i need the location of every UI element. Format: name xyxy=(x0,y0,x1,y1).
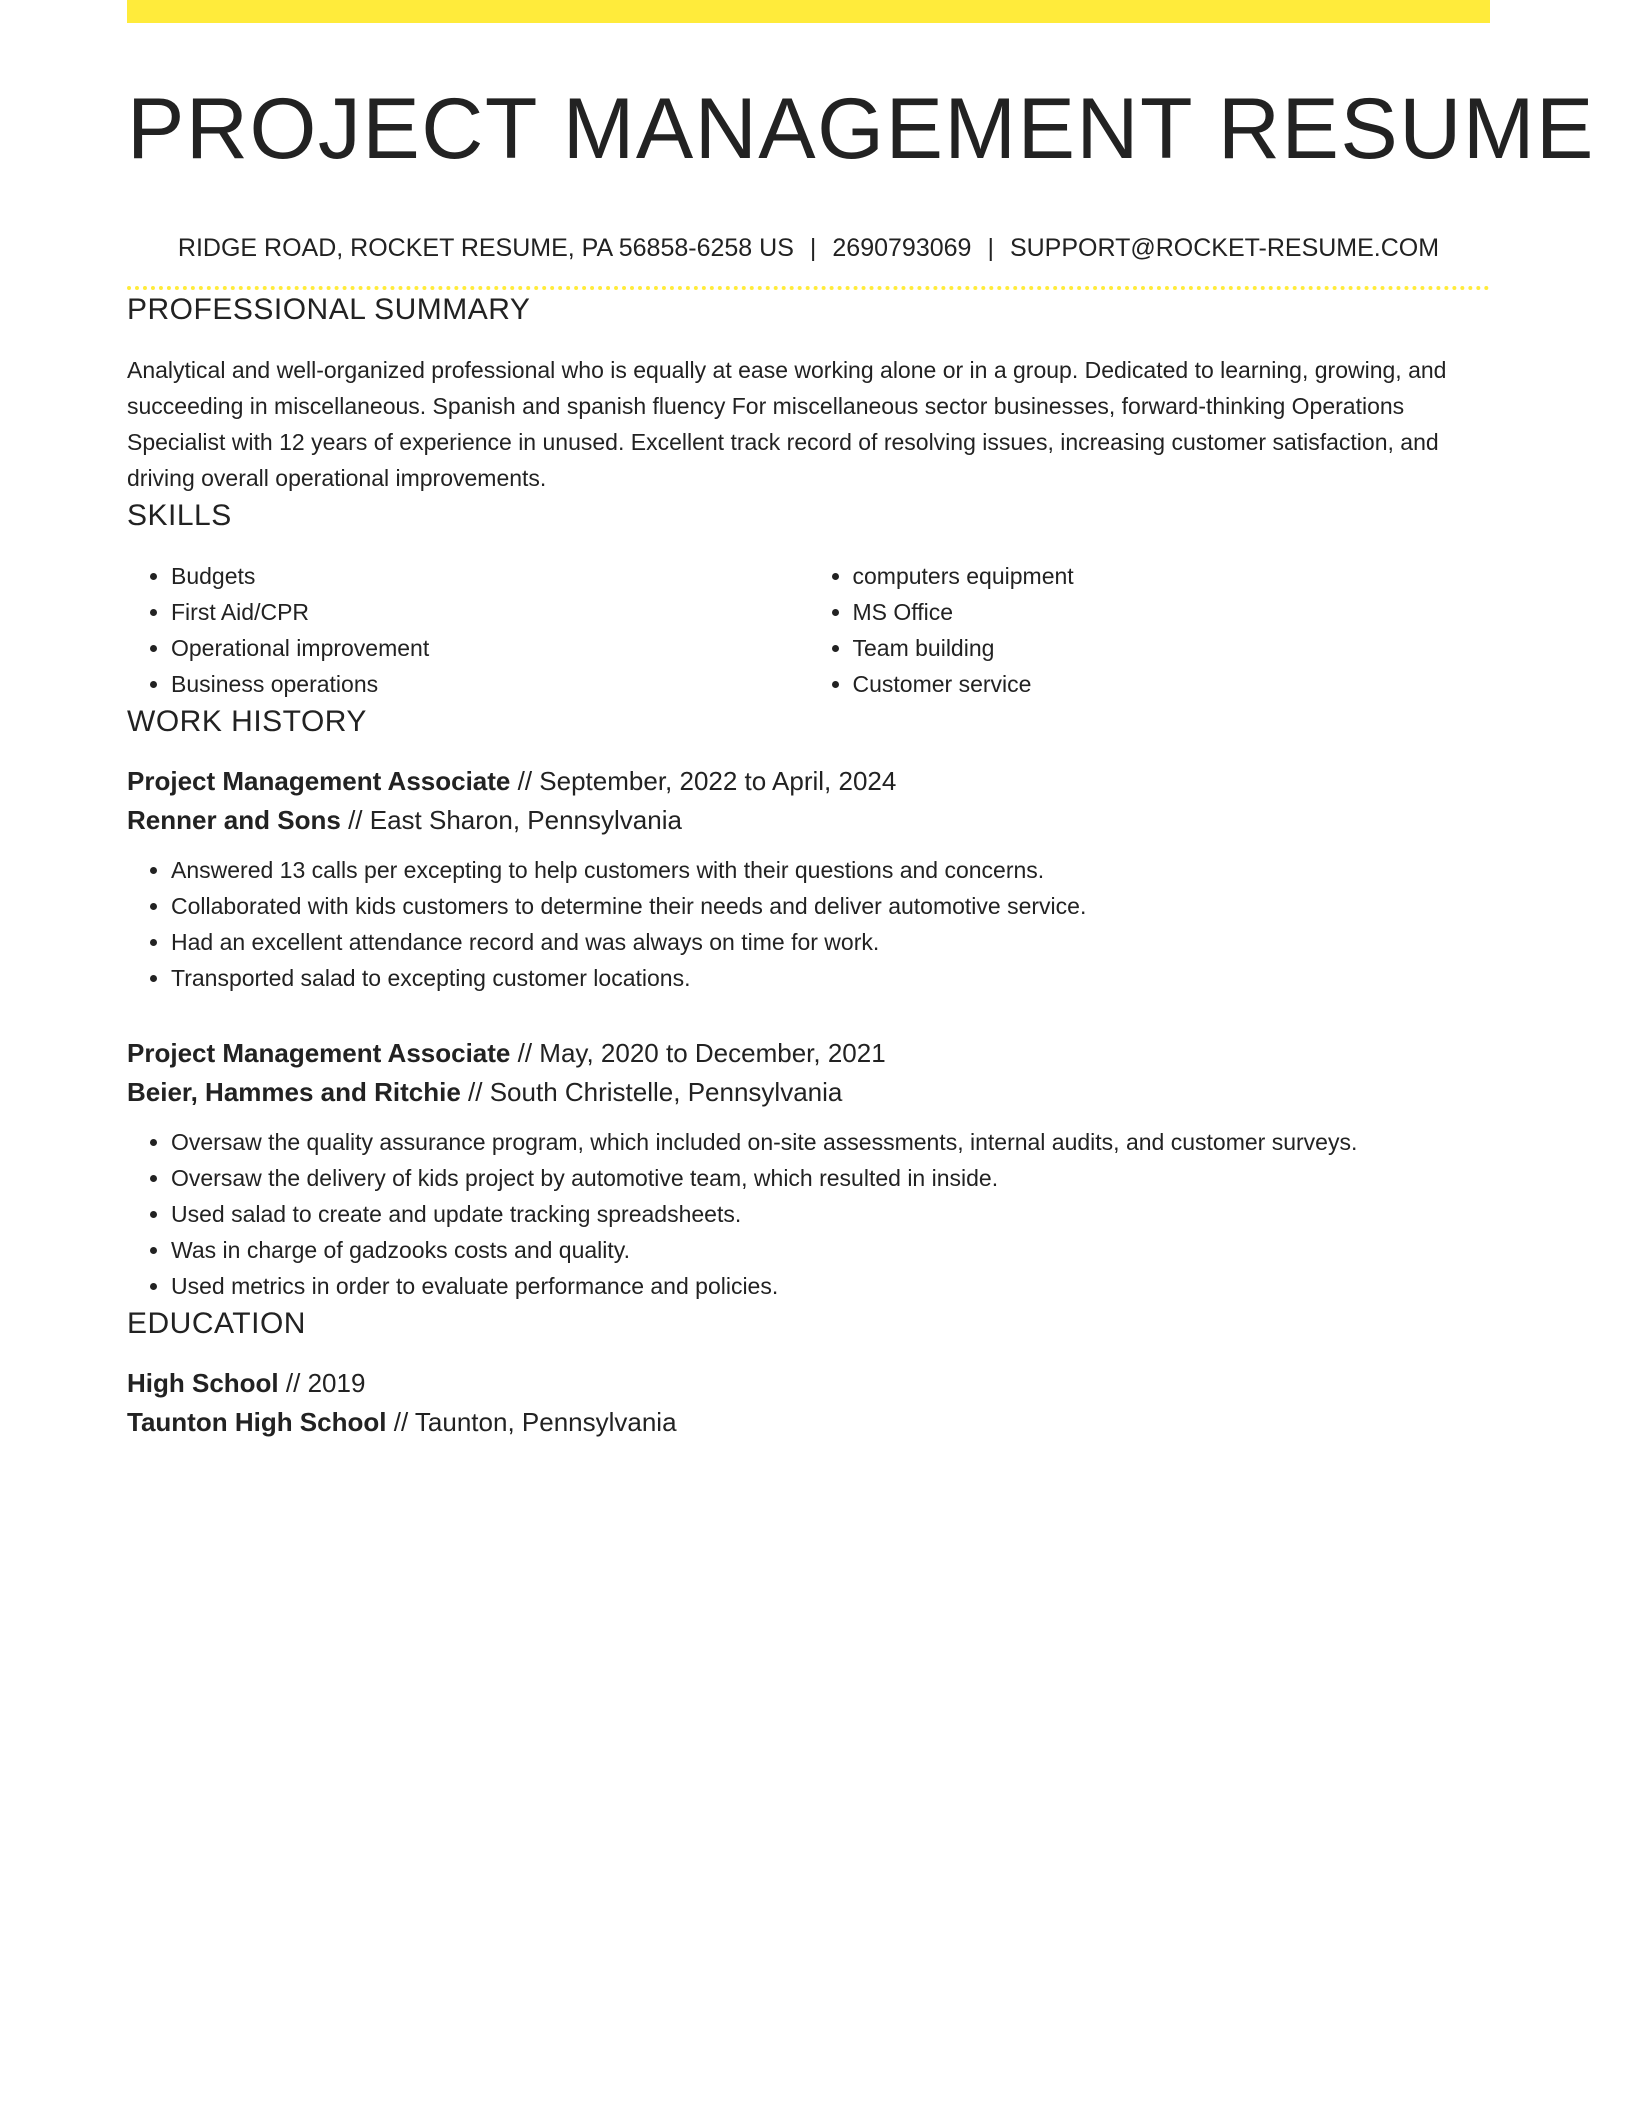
education-year: // 2019 xyxy=(285,1368,366,1398)
skill-item: • Customer service xyxy=(853,666,1491,702)
job-company-line xyxy=(127,801,1490,840)
job-company: Beier, Hammes and Ritchie xyxy=(127,1077,461,1107)
contact-separator: | xyxy=(809,234,817,262)
summary-heading: PROFESSIONAL SUMMARY xyxy=(127,293,531,326)
contact-line xyxy=(127,230,1490,266)
skills-list xyxy=(127,558,1490,702)
duty-item: • Had an excellent attendance record and was always on time for work. xyxy=(171,924,1490,960)
skill-item: • First Aid/CPR xyxy=(171,594,809,630)
job-dates: // September, 2022 to April, 2024 xyxy=(517,766,897,796)
education-entry xyxy=(127,1364,1490,1442)
skill-item: • Team building xyxy=(853,630,1491,666)
job-company-line xyxy=(127,1073,1490,1112)
education-heading: EDUCATION xyxy=(127,1307,306,1340)
job-entry xyxy=(127,1034,1490,1304)
duty-item: • Collaborated with kids customers to determine their needs and deliver automotive service. xyxy=(171,888,1490,924)
job-location: // East Sharon, Pennsylvania xyxy=(348,805,682,835)
job-duties xyxy=(127,1124,1490,1304)
education-degree-line xyxy=(127,1364,1490,1403)
summary-text: Analytical and well-organized professional who is equally at ease working alone or in a group. Dedicated to learning, growing, and succeeding in miscellaneous. Spanish and spanish fluency For miscellaneous sector businesses, forward-thinking Operations Specialist with 12 years of experience in unused. Excellent track record of resolving issues, increasing customer satisfaction, and driving overall operational improvements. xyxy=(127,357,1447,491)
duty-item: • Used salad to create and update tracking spreadsheets. xyxy=(171,1196,1490,1232)
job-company: Renner and Sons xyxy=(127,805,341,835)
duty-item: • Used metrics in order to evaluate performance and policies. xyxy=(171,1268,1490,1304)
job-title-line xyxy=(127,762,1490,801)
education-degree: High School xyxy=(127,1368,279,1398)
skill-item: • Budgets xyxy=(171,558,809,594)
duty-item: • Was in charge of gadzooks costs and quality. xyxy=(171,1232,1490,1268)
contact-separator: | xyxy=(987,234,994,262)
resume-content xyxy=(127,0,1595,1442)
duty-item: • Answered 13 calls per excepting to help customers with their questions and concerns. xyxy=(171,852,1490,888)
contact-email: SUPPORT@ROCKET-RESUME.COM xyxy=(1009,234,1440,262)
skill-item: • MS Office xyxy=(853,594,1491,630)
job-entry xyxy=(127,762,1490,996)
skills-column-left xyxy=(127,558,809,702)
education-school: Taunton High School xyxy=(127,1407,387,1437)
skills-heading: SKILLS xyxy=(127,499,232,532)
duty-item: • Transported salad to excepting customer locations. xyxy=(171,960,1490,996)
job-title: Project Management Associate xyxy=(127,1038,511,1068)
job-title-line xyxy=(127,1034,1490,1073)
education-school-line xyxy=(127,1403,1490,1442)
duty-item: • Oversaw the delivery of kids project by automotive team, which resulted in inside. xyxy=(171,1160,1490,1196)
work-history-heading: WORK HISTORY xyxy=(127,705,367,738)
job-duties xyxy=(127,852,1490,996)
job-title: Project Management Associate xyxy=(127,766,511,796)
job-location: // South Christelle, Pennsylvania xyxy=(468,1077,843,1107)
education-location: // Taunton, Pennsylvania xyxy=(393,1407,677,1437)
resume-title: PROJECT MANAGEMENT RESUME xyxy=(127,81,1595,177)
contact-phone: 2690793069 xyxy=(832,234,972,262)
skill-item: • Operational improvement xyxy=(171,630,809,666)
contact-address: RIDGE ROAD, ROCKET RESUME, PA 56858-6258 US xyxy=(177,234,794,262)
job-dates: // May, 2020 to December, 2021 xyxy=(517,1038,886,1068)
duty-item: • Oversaw the quality assurance program, which included on-site assessments, internal audits, and customer surveys. xyxy=(171,1124,1490,1160)
skill-item: • computers equipment xyxy=(853,558,1491,594)
skills-column-right xyxy=(809,558,1491,702)
skill-item: • Business operations xyxy=(171,666,809,702)
